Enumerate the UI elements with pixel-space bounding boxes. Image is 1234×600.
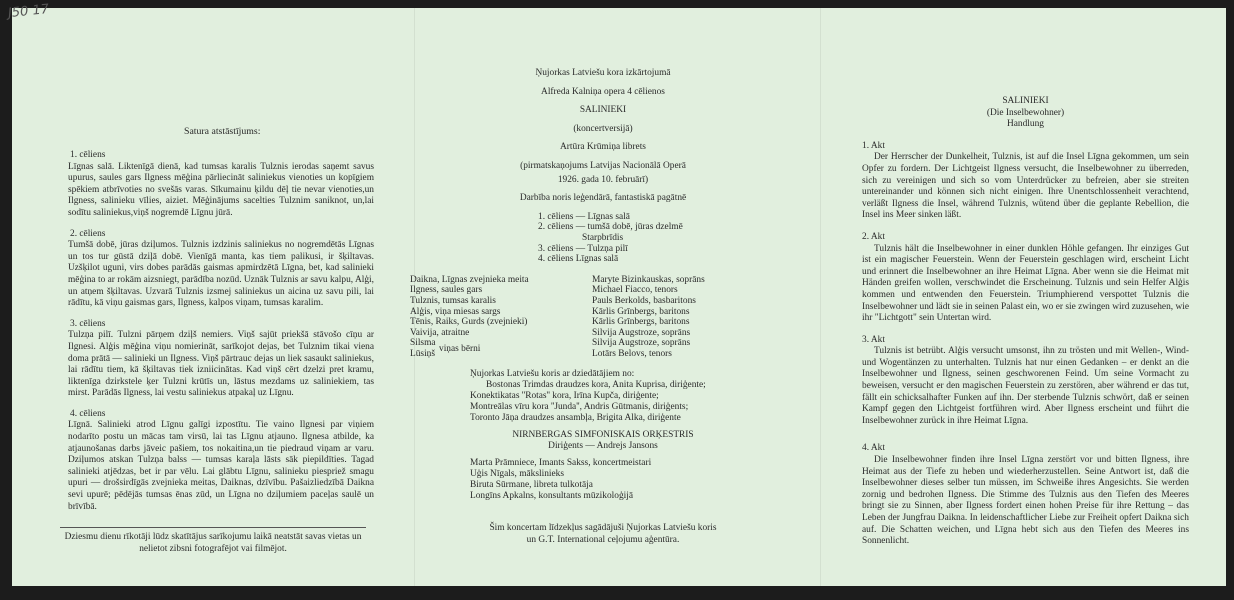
act-item: 1. cēliens — Līgnas salā — [538, 211, 630, 222]
akt-section — [862, 141, 1189, 222]
section-title: 4. cēliens — [70, 408, 106, 419]
cast-role: Vaivija, atraitne — [410, 327, 470, 338]
german-handlung: Handlung — [1007, 119, 1044, 130]
cast-singer: Maryte Bizinkauskas, soprāns — [592, 274, 705, 285]
intermission: Starpbrīdis — [582, 232, 624, 243]
organizer-line: Ņujorkas Latviešu kora izkārtojumā — [535, 68, 671, 78]
act-item: 3. cēliens — Tulzņa pilī — [538, 243, 628, 254]
akt-section — [862, 232, 1189, 325]
choir-item: Montreālas vīru kora ''Junda'', Andris Gūtmanis, diriģents; — [470, 401, 689, 412]
choir-list — [470, 369, 786, 423]
setting-line: Darbība noris leģendārā, fantastiskā pagātnē — [519, 193, 687, 204]
handwritten-note: J50 17 — [7, 1, 50, 22]
akt-text: Der Herrscher der Dunkelheit, Tulznis, ist auf die Insel Līgna gekommen, um sein Opfer zu fordern. Der Lichtgeist Ilgness versucht, die Inselbewohner zu überreden, sich zu vereinigen und sich so vom Unterdrücker zu befreien, aber sie streiten untereinander und können sich nicht einigen. Ihre Unentschlossenheit verachtend, verläßt Ilgness die Insel, während Tulznis, wütend über die geplante Rebellion, die Insel ins Meer sinken läßt. — [862, 152, 1189, 221]
german-title: SALINIEKI — [1002, 96, 1049, 106]
footer-divider — [60, 527, 366, 528]
summary-section — [68, 319, 374, 400]
section-text: Līgnas salā. Liktenīgā dienā, kad tumsas karalis Tulznis ierodas saņemt savus upurus, saules gars Ilgness mēģina pārliecināt saliniekus vienoties un kopīgiem spēkiem atbrīvoties no svešās varas. Sīkumainu ķildu dēļ tie nevar vienoties,un Ilgness, salinieku vīlies, aiziet. Mēģinājums sacelties Tulznim saniknot, un,lai sodītu saliniekus,viņš nogremdē Līgnu jūrā. — [68, 161, 374, 218]
sponsor-note — [420, 523, 786, 546]
akt-text: Tulznis hält die Inselbewohner in einer dunklen Höhle gefangen. Ihr einziges Gut ist ein magischer Feuerstein. Wenn der Feuerstein geschlagen wird, erscheint Licht und erinnert die Inselbewohner an ihre Heimat Līgna. Aber wenn sie die Heimat mit Händen greifen wollen, verschwindet die Erscheinung. Tulznis und sein Helfer Alģis kommen und entwenden den Feuerstein. Triumphierend verspottet Tulznis die Inselbewohner und lädt sie in seinen Palast ein, wo er sie zwingen wird zuzusehen, wie ihr "Lichtgott" sein Untertan wird. — [862, 243, 1189, 324]
german-summary-column — [862, 96, 1189, 548]
summary-section — [68, 409, 374, 513]
opera-title: SALINIEKI — [579, 105, 627, 116]
choir-item: Toronto Jāņa draudzes ansambļa, Brigita Alka, diriģente — [470, 412, 681, 423]
staff-item: Biruta Sūrmane, libreta tulkotāja — [470, 480, 593, 491]
version-line: (koncertversijā) — [573, 123, 633, 134]
act-item: 4. cēliens Līgnas salā — [538, 254, 619, 265]
cast-role: Tēnis, Raiks, Gurds (zvejnieki) — [410, 317, 528, 328]
cast-singer: Kārlis Grīnbergs, baritons — [592, 317, 690, 328]
fold-line-right — [820, 8, 821, 586]
akt-title: 3. Akt — [862, 334, 885, 345]
cast-role: Ilgness, saules gars — [410, 285, 483, 296]
akt-title: 2. Akt — [862, 231, 885, 242]
cast-note: viņas bērni — [439, 343, 481, 354]
premiere-line: (pirmatskaņojums Latvijas Nacionālā Operā — [520, 160, 686, 171]
orchestra-block — [420, 430, 786, 452]
choir-heading: Ņujorkas Latviešu koris ar dziedātājiem no: — [470, 369, 635, 380]
summary-heading: Satura atstāstījums: — [184, 126, 261, 137]
summary-section — [68, 150, 374, 220]
cast-singer: Michael Fiacco, tenors — [592, 285, 678, 296]
conductor-line: Diriģents — Andrejs Jansons — [548, 441, 658, 452]
akt-text: Tulznis ist betrübt. Alģis versucht umsonst, ihn zu trösten und mit Wellen-, Wind- und Wogentänzen zu unterhalten. Tulznis hat nur einen Gedanken – er denkt an die Inselbewohner und Ilgness, seinen geschworenen Feind. Um seine Vormacht zu beweisen, versucht er den magischen Feuerstein zu zerstören, aber während er das tut, fällt ein schicksalhafter Funken auf ihn. Der sterbende Tulznis schwört, daß er seinen Kampf gegen den Lichtgeist fortführen wird. Aber Ilgness erscheint und führt die Inselbewohner zurück in ihre Heimat Līgna. — [862, 346, 1189, 426]
section-text: Līgnā. Salinieki atrod Līgnu galīgi izpostītu. Tie vaino Ilgnesi par viņiem nodarīto postu un mācas tam virsū, lai tas Līgnu atjauno. Ilgnesa atbilde, ka atjaunošanas darbs jāveic pašiem, tos nokaitina,un tie piedraud viņam ar varu. Dziļumos atskan Tulzņa balss — tumsas karaļa lāsts sāk piepildīties. Tagad salinieki atjēdzas, bet ir par vēlu. Lai glābtu Līgnu, salinieku piespriež smagu upuri — drošsirdīgās zvejnieka meitas, Daiknas, dzīvību. Pašaizliedzībā Daikna sevi upurē; pēdējās tumsas ēnas zūd, un Līgna no dziļumiem paceļas saulē un brīvībā. — [68, 420, 374, 512]
cast-singer: Silvija Augstroze, soprāns — [592, 327, 691, 338]
cast-singer: Kārlis Grīnbergs, baritons — [592, 306, 690, 317]
staff-list — [470, 458, 786, 502]
cast-singer: Pauls Berkolds, basbaritons — [592, 295, 696, 306]
opera-line: Alfreda Kalniņa opera 4 cēlienos — [541, 86, 665, 97]
summary-section — [68, 229, 374, 310]
akt-text: Die Inselbewohner finden ihre Insel Līgna zerstört vor und bitten Ilgness, ihre Heimat aus der Tiefe zu heben und wiederherzustellen. Seine Antwort ist, daß die Inselbewohner dieses selber tun müssen, im Schweiße ihres Angesichts. Sie werden zornig und bedrohen Ilgness. Die Stimme des Tulznis aus den Tiefen des Meeres bringt sie zu Sinnen, aber Ilgness fordert einen hohen Preise für ihre Rettung – das Leben der Jungfrau Daikna. In leidenschaftlicher Liebe zur Freiheit opfert Daikna sich auf. Die Schatten weichen, und Līgna hebt sich aus den Tiefen des Meeres ins Sonnenlicht. — [862, 455, 1189, 547]
libretto-line: Artūra Krūmiņa librets — [560, 142, 646, 153]
acts-list — [538, 212, 786, 265]
choir-item: Konektikatas ''Rotas'' kora, Irīna Kupča, diriģente; — [470, 391, 659, 402]
cast-role: Alģis, viņa miesas sargs — [410, 306, 501, 317]
section-title: 2. cēliens — [70, 228, 106, 239]
staff-item: Marta Prāmniece, Imants Sakss, koncertmeistari — [470, 458, 652, 469]
cast-role-name: Lūsiņš — [410, 348, 436, 359]
summary-column — [68, 150, 374, 522]
staff-item: Longīns Apkalns, konsultants mūzikoloģijā — [470, 491, 634, 502]
cast-role: Daikna, Līgnas zvejnieka meita — [410, 274, 529, 285]
german-subtitle: (Die Inselbewohner) — [986, 107, 1065, 118]
akt-title: 4. Akt — [862, 443, 885, 454]
cast-singer: Lotārs Belovs, tenors — [592, 348, 672, 359]
akt-section — [862, 443, 1189, 547]
section-text: Tumšā dobē, jūras dziļumos. Tulznis izdzinis saliniekus no nogremdētās Līgnas un tos tur gūstā dziļā dobē. Vienīgā manta, kas tiem palikusi, ir šķiltavas. Uzšķilot uguni, virs dobes parādās gaismas apmirdzētā Līgna, bet, kad salinieki mēģina to ar rokām aizsniegt, parādība nozūd. Uznāk Tulznis ar savu kalpu, Alģi, un atņem šķiltavas. Uzvarā Tulznis izsmej saliniekus un aicina uz savu pili, lai rādītu, kā viņu gaismas gars, Ilgness, kalpos viņam, tumsas karalim. — [68, 240, 374, 309]
cast-list — [410, 275, 786, 360]
audience-notice: Dziesmu dienu rīkotāji lūdz skatītājus sarīkojumu laikā neatstāt savas vietas un nelietot zibsni fotografējot vai filmējot. — [64, 532, 362, 554]
premiere-date: 1926. gada 10. februārī) — [557, 174, 649, 185]
section-text: Tulzņa pilī. Tulzni pārņem dziļš nemiers. Viņš sajūt priekšā stāvošo cīņu ar Ilgnesi. Alģis mēģina viņu nomierināt, sarīkojot dejas, bet Tulznim tikai viena doma prātā — salinieki un Ilgness. Viņš pārtrauc dejas un liek sasaukt saliniekus, lai rādītu tiem, kā šķiltavas tiek izniicinātas. Kad viņš cērt dzelzi pret kramu, liktenīga dzirkstele ķer Tulzni krūtīs un, lāstus mezdams uz saliniekiem, tas mirst. Parādās Ilgness, lai vestu saliniekus atpakaļ uz Līgnu. — [68, 330, 374, 399]
program-column — [410, 68, 786, 547]
staff-item: Uģis Nīgals, mākslinieks — [470, 469, 565, 480]
choir-item: Bostonas Trimdas draudzes kora, Anita Kuprisa, diriģente; — [486, 380, 706, 391]
cast-role: Tulznis, tumsas karalis — [410, 295, 496, 306]
act-item: 2. cēliens — tumšā dobē, jūras dzelmē — [538, 222, 683, 233]
akt-title: 1. Akt — [862, 140, 885, 151]
section-title: 1. cēliens — [70, 150, 106, 160]
sponsor-line: Šim koncertam līdzekļus sagādājuši Ņujorkas Latviešu koris — [489, 523, 717, 534]
cast-singer: Silvija Augstroze, soprāns — [592, 338, 691, 349]
akt-section — [862, 335, 1189, 428]
cast-role: Silsma — [410, 338, 436, 349]
orchestra-name: NIRNBERGAS SIMFONISKAIS ORĶESTRIS — [512, 430, 694, 441]
section-title: 3. cēliens — [70, 318, 106, 329]
sponsor-line: un G.T. International ceļojumu aģentūra. — [526, 535, 680, 546]
